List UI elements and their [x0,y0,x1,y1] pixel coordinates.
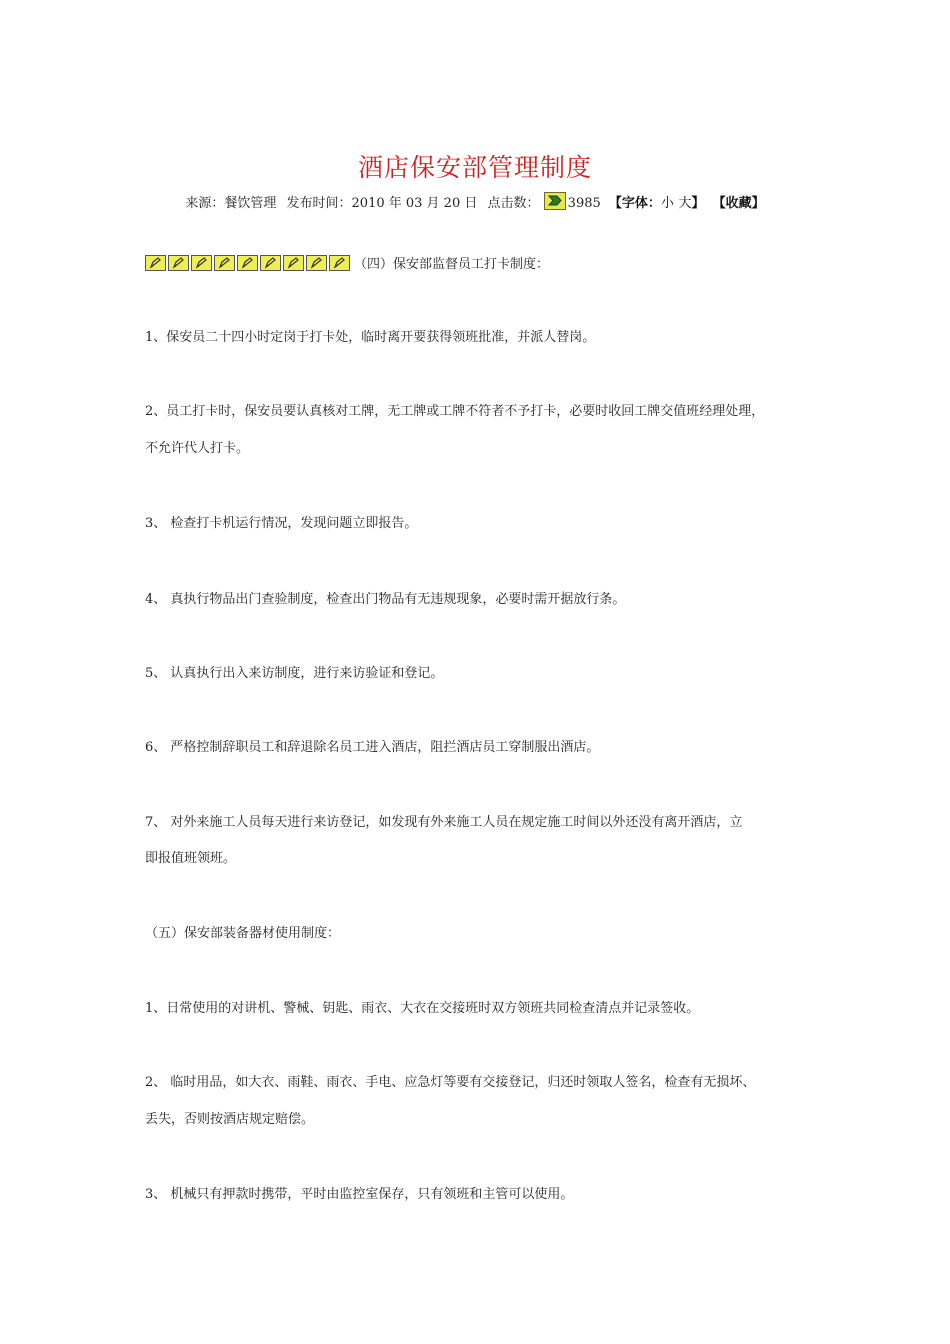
s4-item-5: 5、 认真执行出入来访制度，进行来访验证和登记。 [145,666,444,681]
source-value: 餐饮管理 [224,196,277,211]
s4-item-2-cont: 不允许代人打卡。 [145,441,250,456]
pencil-icon [329,255,350,271]
pencil-icon [214,255,235,271]
font-large-link[interactable]: 大 [678,196,692,211]
font-size-open: 【字体： [608,196,661,211]
pencil-icon [283,255,304,271]
s4-item-1: 1、保安员二十四小时定岗于打卡处，临时离开要获得领班批准，并派人替岗。 [145,330,596,345]
source-label: 来源： [185,196,225,211]
pencil-icon [237,255,258,271]
s5-item-1: 1、日常使用的对讲机、警械、钥匙、雨衣、大衣在交接班时双方领班共同检查清点并记录签收。 [145,1001,700,1016]
pencil-icon [168,255,189,271]
s4-item-7: 7、 对外来施工人员每天进行来访登记，如发现有外来施工人员在规定施工时间以外还没有离开酒店，立 [145,815,743,830]
hits-count: 3985 [567,196,601,211]
s5-item-3: 3、 机械只有押款时携带，平时由监控室保存，只有领班和主管可以使用。 [145,1187,574,1202]
hits-label: 点击数： [487,196,540,211]
font-small-link[interactable]: 小 [660,196,674,211]
favorite-link[interactable]: 【收藏】 [712,196,765,211]
section-4-heading: （四）保安部监督员工打卡制度： [354,257,550,272]
pencil-icon [260,255,281,271]
s4-item-3: 3、 检查打卡机运行情况，发现问题立即报告。 [145,516,418,531]
publish-label: 发布时间： [286,196,352,211]
section-5-heading: （五）保安部装备器材使用制度： [145,926,341,941]
s5-item-2-cont: 丢失，否则按酒店规定赔偿。 [145,1112,315,1127]
pencil-icon [306,255,327,271]
publish-time: 2010 年 03 月 20 日 [351,196,478,211]
s4-item-4: 4、 真执行物品出门查验制度，检查出门物品有无违规现象，必要时需开据放行条。 [145,592,626,607]
font-size-close: 】 [691,196,705,211]
pencil-icon [145,255,166,271]
icon-row [145,253,549,272]
s4-item-2: 2、员工打卡时，保安员要认真核对工牌，无工牌或工牌不符者不予打卡，必要时收回工牌交值班经理处理， [145,404,765,419]
s4-item-7-cont: 即报值班领班。 [145,851,237,866]
page-title: 酒店保安部管理制度 [357,153,592,182]
s4-item-6: 6、 严格控制辞职员工和辞退除名员工进入酒店，阻拦酒店员工穿制服出酒店。 [145,740,600,755]
arrow-icon [544,192,566,210]
article-meta [0,192,950,211]
pencil-icon [191,255,212,271]
s5-item-2: 2、 临时用品，如大衣、雨鞋、雨衣、手电、应急灯等要有交接登记，归还时领取人签名，检查有无损坏、 [145,1075,756,1090]
